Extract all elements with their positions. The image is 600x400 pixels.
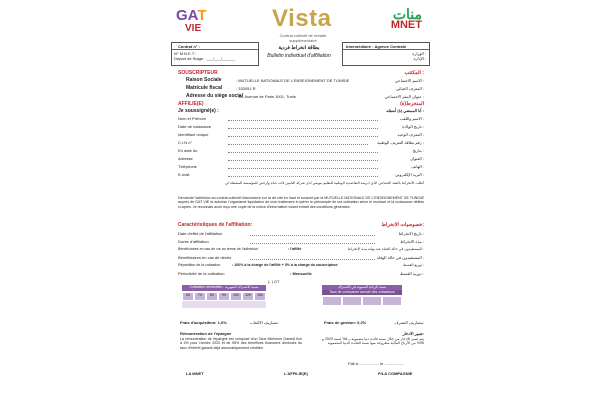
caracteristiques-heading-ar: خصوصيات الانخراط: xyxy=(381,222,424,228)
nom-prenom-label: Nom et Prénom xyxy=(178,116,207,121)
title-fr: Bulletin individuel d'affiliation xyxy=(267,53,331,59)
identifiant-ar: المعرف الوحيد : xyxy=(397,132,424,137)
croissance-grid-subtitle: Taux de croissance annuel des cotisations xyxy=(322,290,402,295)
date-effet-label: Date d'effet de l'affiliation xyxy=(178,231,223,236)
fait-a-line: Fait à .................. le .................. xyxy=(348,361,405,366)
date-naissance-label: Date de naissance xyxy=(178,124,212,129)
cin-field[interactable] xyxy=(228,144,368,145)
vista-logo: Vista xyxy=(272,5,332,32)
benef-deces-label: Bénéficiaires en cas de décès xyxy=(178,255,232,260)
souscripteur-heading: SOUSCRIPTEUR xyxy=(178,70,218,76)
frais-gestion: Frais de gestion: 0,2% xyxy=(324,320,367,325)
telephone-label: Téléphone xyxy=(178,164,197,169)
repartition-label: Répartition de la cotisation xyxy=(178,263,221,267)
duree-label: Durée d'affiliation xyxy=(178,239,209,244)
adresse-label: Adresse xyxy=(178,156,193,161)
benef-deces-ar: المستفيدون في حالة الوفاة : xyxy=(376,255,424,260)
cotisation-grid-title: Cotisation mensuelle - نسبة الاشتراك الشهرية xyxy=(182,285,266,291)
cotisation-option[interactable]: 80 xyxy=(206,292,218,301)
logo-text: GA xyxy=(176,7,198,24)
remuneration-heading: Rémunération de l'épargne xyxy=(180,331,232,336)
soussigne-label: Je soussigné(e) : xyxy=(178,108,219,114)
duree-ar: مدة الانخراط : xyxy=(400,239,424,244)
logo-text: VIE xyxy=(185,23,202,34)
cotisation-option[interactable]: 60 xyxy=(182,292,194,301)
cotisation-grid xyxy=(182,292,266,301)
benef-vie-label: Bénéficiaires en cas de vie au terme de l'adhésion xyxy=(178,247,258,251)
raison-sociale-value: : MUTUELLE NATIONALE DE L'ENSEIGNEMENT DE TUNISIE xyxy=(236,78,350,83)
cotisation-grid-row xyxy=(182,301,266,308)
identifiant-field[interactable] xyxy=(228,136,378,137)
siege-social-label: Adresse du siège social xyxy=(186,93,243,99)
periodicite-ar: دورية القسط : xyxy=(400,271,424,276)
remuneration-heading-ar: تثمير الادخار: xyxy=(402,331,424,336)
cotisation-option[interactable]: 120 xyxy=(242,292,254,301)
periodicite-value: : Mensuelle xyxy=(290,271,312,276)
date-naissance-ar: تاريخ الولادة : xyxy=(402,124,424,129)
paragraph-fr: Demande l'adhésion au contrat collectif d'assurance sur la vie cité en haut et souscrit par la MUTUELLE NATIONALE DE L'ENSEIGNEMENT DE TUNISIE auprès de GAT VIE et autorise l'organisme liquidateur de mon traitement à opérer le précompte de ma cotisation selon le montant et la croissance définis ci-après. Je reconnais avoir reçu une copie de la notice d'information visant entrait des conditions générales. xyxy=(178,196,424,209)
souscripteur-heading-ar: المكتتب : xyxy=(404,70,424,76)
depart-stage-label: Départ de Stage : ___/___/______ xyxy=(174,56,236,61)
croissance-option[interactable] xyxy=(322,296,342,306)
raison-sociale-label: Raison Sociale xyxy=(186,77,222,83)
logo-text: T xyxy=(197,7,207,24)
croissance-option[interactable] xyxy=(342,296,362,306)
cin-ar: رقم بطاقة التعريف الوطنية : xyxy=(377,140,424,145)
duree-field[interactable] xyxy=(250,243,375,244)
remuneration-text-fr: La rémunération de l'épargne est composé d'un Taux Minimum Garanti fixé à 4% pour l'année 2020 et de 95% des bénéfices financiers diminués du taux d'intérêt garanti déjà automatiquement créditée. xyxy=(180,337,302,350)
nom-prenom-field[interactable] xyxy=(228,120,378,121)
intermediaire-box xyxy=(342,42,430,66)
affilie-heading-ar: المنخرط(ة) xyxy=(400,101,424,107)
ministry-label: الوزارة : xyxy=(412,51,426,56)
siege-social-value: : 38, Avenue de Paris 1001, Tunis xyxy=(236,94,296,99)
soussigne-label-ar: أنا الممضي (ة) أسفله : xyxy=(386,108,424,113)
contract-box xyxy=(171,42,259,66)
frais-acquisition-ar: مصاريف الاكتتاب: xyxy=(250,320,279,325)
email-label: E-mail xyxy=(178,172,190,177)
date-naissance-field[interactable] xyxy=(228,128,378,129)
logo-text: منات xyxy=(392,6,422,22)
periodicite-label: Périodicité de la cotisation xyxy=(178,271,225,276)
date-effet-field[interactable] xyxy=(250,235,375,236)
repartition-ar: توزيع القسط : xyxy=(402,263,424,267)
matricule-fiscal-label: Matricule fiscal xyxy=(186,85,223,91)
siege-social-ar: عنوان المقر الاجتماعي : xyxy=(384,94,424,99)
frais-acquisition: Frais d'acquisition: 1,6% xyxy=(180,320,227,325)
email-ar: البريد الإلكتروني : xyxy=(395,172,424,177)
cotisation-option[interactable]: 70 xyxy=(194,292,206,301)
nom-prenom-ar: الاسم واللقب : xyxy=(399,116,424,121)
cotisation-option[interactable]: 90 xyxy=(218,292,230,301)
contract-number-label: Contrat n° : xyxy=(172,43,258,50)
vista-subtitle: Contrat collectif de retraite supplémentaire xyxy=(279,33,327,43)
signature-compagnie: P/LA COMPAGNIE xyxy=(378,371,413,376)
intermediaire-label: Intermédiaire : Agence Centrale xyxy=(343,43,429,50)
date-effet-ar: تاريخ الانخراط : xyxy=(398,231,424,236)
croissance-option[interactable] xyxy=(382,296,402,306)
telephone-field[interactable] xyxy=(228,168,378,169)
benef-vie-ar: المستفيدون في حالة الحياة عند نهاية مدة الانخراط : xyxy=(347,247,424,251)
benef-deces-field[interactable] xyxy=(250,259,375,260)
cin-label: C.I.N n° xyxy=(178,140,193,145)
croissance-grid xyxy=(322,296,402,306)
matricule-fiscal-value: : 333051 R xyxy=(236,86,256,91)
repartition-value: : 100% à la charge de l'affilié + 0% à la charge du souscripteur xyxy=(232,263,338,267)
remuneration-text-ar: يتم تثمير الادخار من خلال نسبة فائدة دنيا مضمونة بـ 4% لسنة 2020 و 95% من الأرباح المالية مطروحة منها نسبة الفائدة الدنيا المضمونة xyxy=(322,337,424,346)
croissance-option[interactable] xyxy=(362,296,382,306)
en-date-label: En date du xyxy=(178,148,198,153)
logo-text: MNET xyxy=(390,19,422,31)
gat-vie-logo xyxy=(176,9,207,35)
frais-gestion-ar: مصاريف التصرف: xyxy=(394,320,424,325)
en-date-ar: بتاريخ : xyxy=(412,148,424,153)
cotisation-option[interactable]: 100 xyxy=(230,292,242,301)
signature-mnet: LA MNET xyxy=(186,371,204,376)
matricule-fiscal-ar: المعرف الجبائي : xyxy=(395,86,424,91)
adresse-field[interactable] xyxy=(228,160,378,161)
title-ar: بطاقة انخراط فردية xyxy=(278,45,320,51)
cotisation-unit-note: (- ) DT xyxy=(268,279,280,284)
cotisation-option[interactable]: 150 xyxy=(254,292,266,301)
telephone-ar: الهاتف : xyxy=(411,164,424,169)
caracteristiques-heading: Caractéristiques de l'affiliation: xyxy=(178,222,253,228)
administration-label: الإدارة : xyxy=(413,56,426,61)
raison-sociale-ar: الاسم الاجتماعي : xyxy=(394,78,424,83)
croissance-grid-title: نسبة الزيادة السنوية في الاشتراك xyxy=(322,285,402,290)
mnet-logo xyxy=(382,8,422,30)
signature-affilie: L'AFFILIE(E) xyxy=(284,371,308,376)
identifiant-label: Identifiant unique xyxy=(178,132,209,137)
en-date-field[interactable] xyxy=(228,152,378,153)
benef-vie-value: : l'affilié xyxy=(288,247,302,251)
mnet-number-label: N° M.N.E.T : xyxy=(174,51,197,56)
affilie-heading: AFFILIE(E) xyxy=(178,101,204,107)
email-field[interactable] xyxy=(228,176,378,177)
paragraph-ar: أطلب الانخراط بالعقد الجماعي الذي أبرمته التعاضدية الوطنية للتعليم بتونس لدى شركة التأمين قات حياة وأرخص للمؤسسة المشغلة لي xyxy=(224,181,424,185)
adresse-ar: العنوان : xyxy=(410,156,424,161)
